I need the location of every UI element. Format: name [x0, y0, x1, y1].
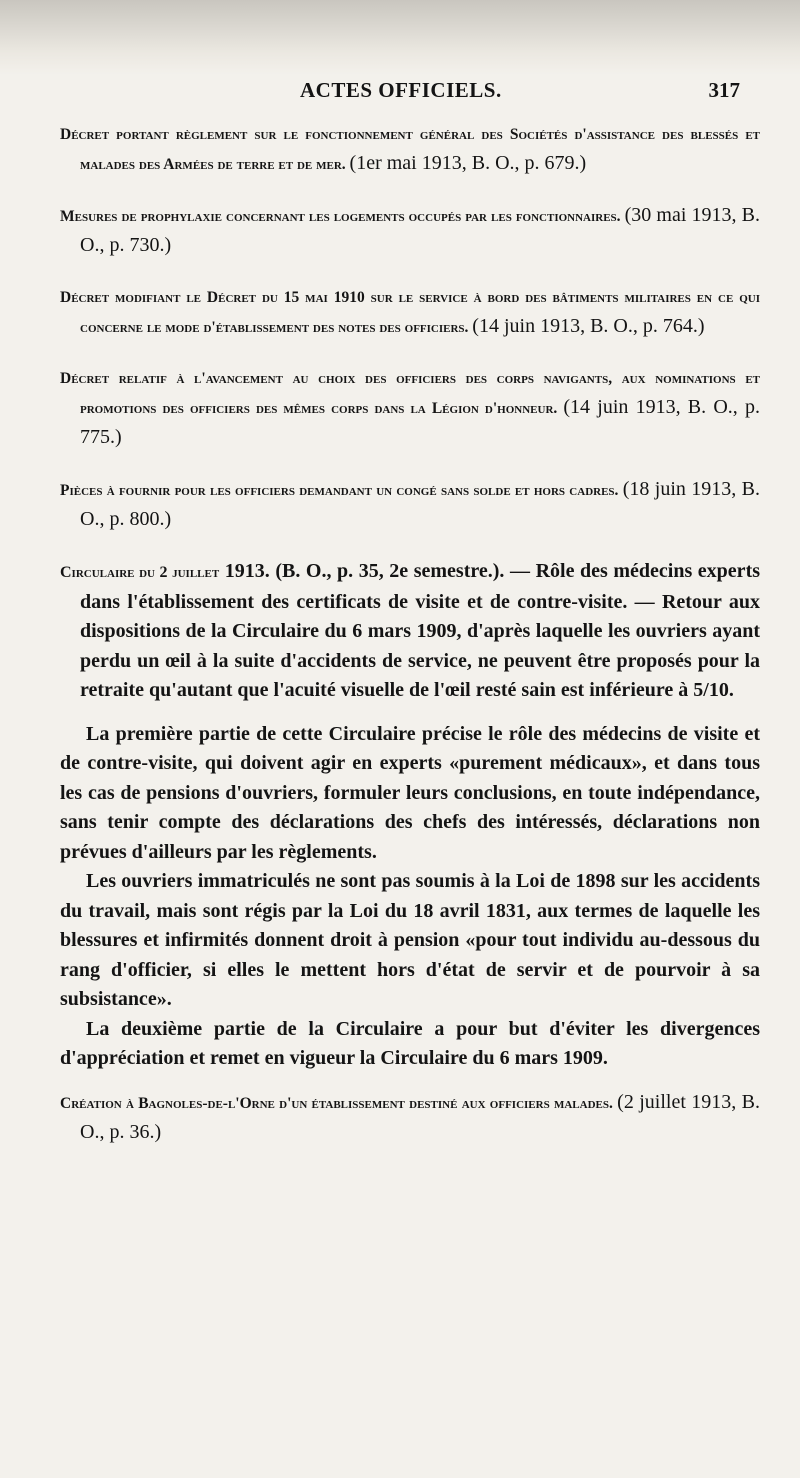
entry-title: Décret modifiant le Décret du 15 mai 1910 sur le service à bord des bâtiments militaires en ce qui concerne le mode d'établissement des notes des officiers.: [60, 289, 760, 336]
decree-entry: [60, 1088, 760, 1148]
section-spacer: [60, 1074, 760, 1088]
decree-entry: [60, 283, 760, 342]
entry-title: Pièces à fournir pour les officiers demandant un congé sans solde et hors cadres.: [60, 482, 619, 499]
circular-entry: [60, 557, 760, 706]
entry-reference: (1er mai 1913, B. O., p. 679.): [349, 152, 587, 174]
entry-reference: (14 juin 1913, B. O., p. 775.): [80, 396, 760, 448]
circular-label: Circulaire du 2 juillet: [60, 564, 220, 581]
page-content: [60, 120, 760, 1170]
entry-title: Création à Bagnoles-de-l'Orne d'un établissement destiné aux officiers malades.: [60, 1094, 613, 1112]
entry-reference: (30 mai 1913, B. O., p. 730.): [80, 204, 761, 256]
decree-entry: [60, 120, 760, 179]
page-number: 317: [708, 78, 740, 102]
body-paragraph: Les ouvriers immatriculés ne sont pas soumis à la Loi de 1898 sur les accidents du travail, mais sont régis par la Loi du 18 avril 1831, aux termes de laquelle les blessures et infirmités donnent droit à pension «pour tout individu au-dessous du rang d'officier, si elles le mettent hors d'état de servir et de pourvoir à sa subsistance».: [60, 870, 760, 1010]
body-paragraph: La première partie de cette Circulaire précise le rôle des médecins de visite et de contre-visite, qui doivent agir en experts «purement médicaux», et dans tous les cas de pensions d'ouvriers, formuler leurs conclusions, en toute indépendance, sans tenir compte des déclarations des chefs des intéressés, déclarations non prévues d'ailleurs par les règlements.: [60, 722, 760, 863]
entry-reference: (18 juin 1913, B. O., p. 800.): [80, 478, 760, 530]
page-top-edge: [0, 0, 800, 75]
running-title: ACTES OFFICIELS.: [300, 78, 502, 102]
entry-reference: (14 juin 1913, B. O., p. 764.): [472, 315, 705, 337]
entry-title: Mesures de prophylaxie concernant les logements occupés par les fonctionnaires.: [60, 208, 621, 225]
entry-title: Décret relatif à l'avancement au choix des officiers des corps navigants, aux nominations et promotions des officiers des mêmes corps dans la Légion d'honneur.: [60, 370, 760, 417]
body-paragraph: La deuxième partie de la Circulaire a pour but d'éviter les divergences d'appréciation et remet en vigueur la Circulaire du 6 mars 1909.: [60, 1017, 760, 1069]
entry-title: Décret portant règlement sur le fonctionnement général des Sociétés d'assistance des blessés et malades des Armées de terre et de mer.: [60, 126, 760, 173]
page-header: [0, 78, 800, 108]
circular-body: 1913. (B. O., p. 35, 2e semestre.). — Rôle des médecins experts dans l'établissement des certificats de visite et de contre-visite. — Retour aux dispositions de la Circulaire du 6 mars 1909, d'après laquelle les ouvriers ayant perdu un œil à la suite d'accidents de service, ne peuvent être proposés pour la retraite qu'autant que l'acuité visuelle de l'œil resté sain est inférieure à 5/10.: [80, 560, 761, 701]
circular-summary: [60, 557, 761, 706]
decree-entry: [60, 475, 760, 535]
decree-entry: [60, 201, 760, 261]
decree-entry: [60, 364, 760, 453]
entry-reference: (2 juillet 1913, B. O., p. 36.): [80, 1090, 761, 1143]
